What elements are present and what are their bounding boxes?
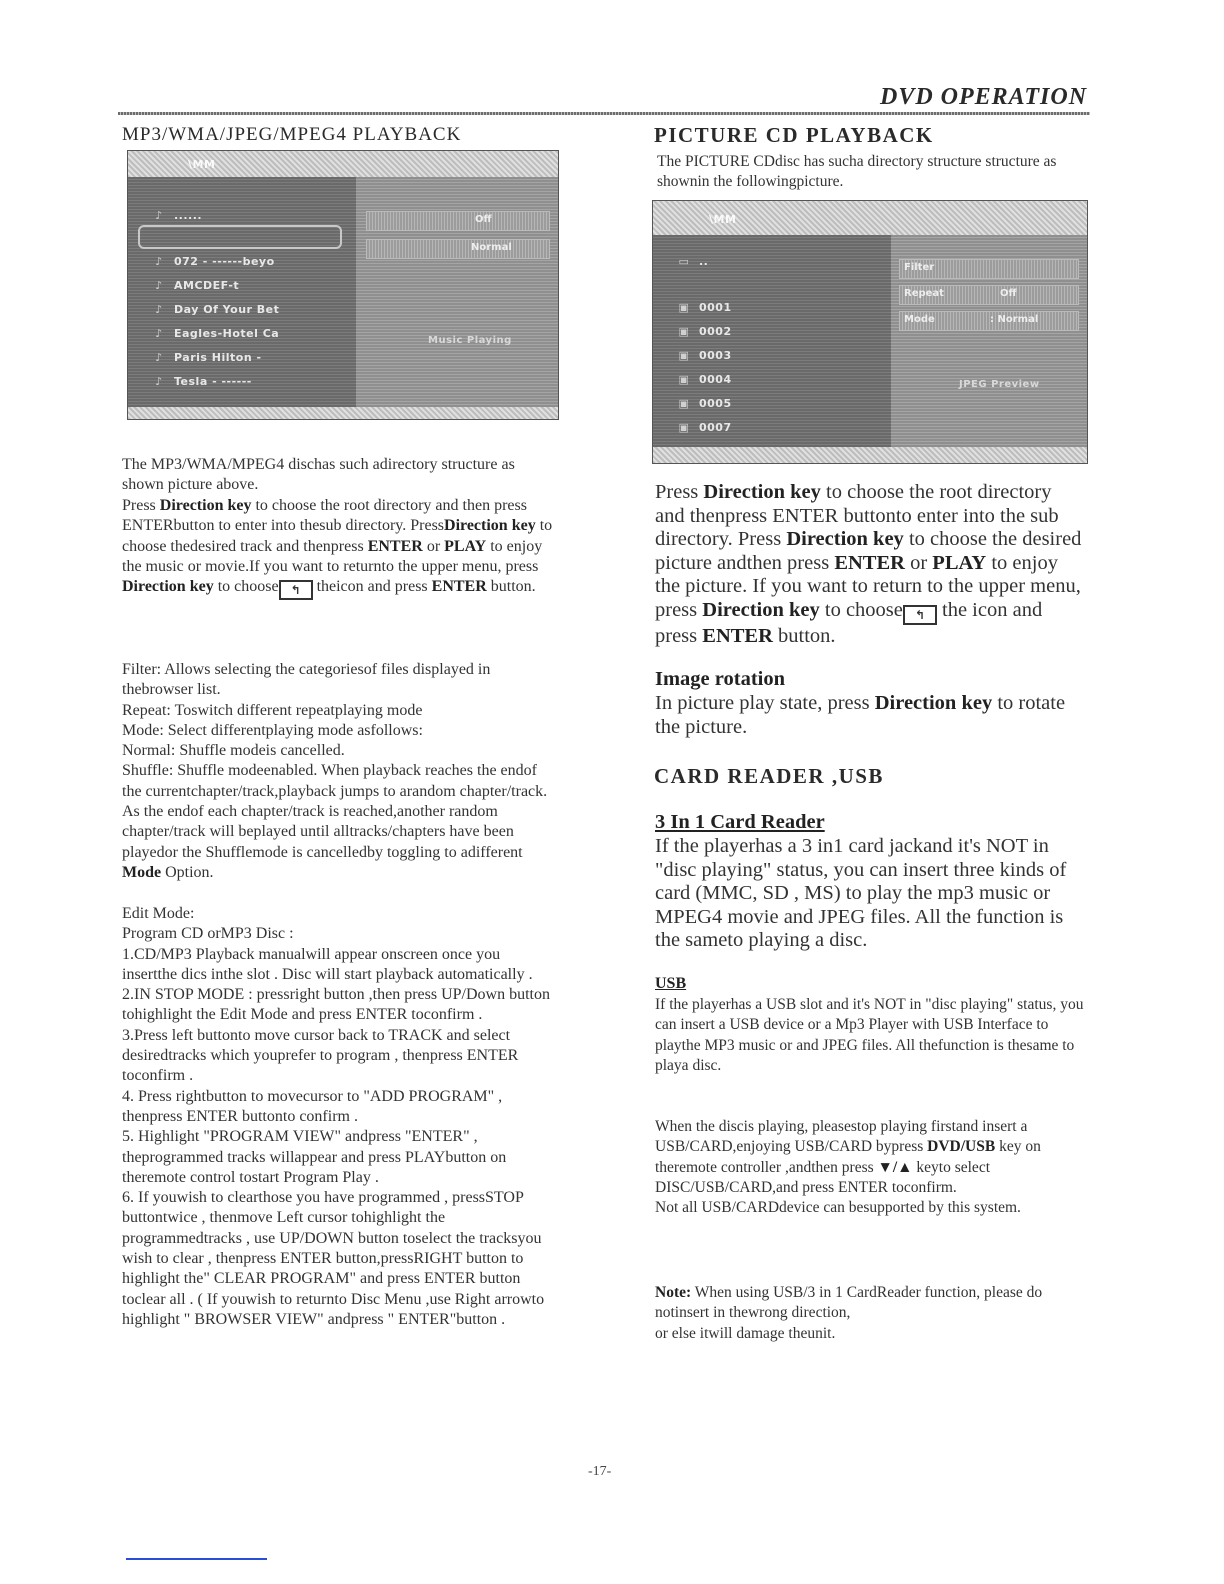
picture-instructions: Press Direction key to choose the root directory and thenpress ENTER buttonto enter into the sub directory. Press Direction key to choose the desired picture andthen press ENTER or PLAY to enjoy the picture. If you want to return to the upper menu, press Direction key to choose ↰ the icon and press ENTER button. <box>655 481 1082 647</box>
list-item[interactable]: ♪ ...... <box>152 209 202 222</box>
folder-icon: ♪ <box>155 209 163 222</box>
music-icon: ♪ <box>155 327 163 340</box>
usb-text: If the playerhas a USB slot and it's NOT in "disc playing" status, you can insert a USB device or a Mp3 Player with USB Interface to playthe MP3 music or and JPEG files. All thefunction is thesame to playa disc. <box>655 996 1084 1074</box>
list-item[interactable]: ♪ Eagles-Hotel Ca <box>152 327 279 340</box>
footer-line <box>126 1558 267 1560</box>
mp3-intro: The MP3/WMA/MPEG4 dischas such adirectory structure as shown picture above. <box>122 456 515 494</box>
list-item[interactable]: ♪ AMCDEF-t <box>152 279 239 292</box>
screen-path: \MM <box>188 158 216 171</box>
repeat-option[interactable]: Repeat Off <box>899 285 1079 305</box>
list-item[interactable]: ▣ 0005 <box>678 397 732 410</box>
image-rotation-text: In picture play state, press Direction key to rotate the picture. <box>655 692 1066 738</box>
picture-cd-title: PICTURE CD PLAYBACK <box>654 123 934 147</box>
card-reader-text: If the playerhas a 3 in1 card jackand it's NOT in "disc playing" status, you can insert three kinds of card (MMC, SD , MS) to play the mp3 music or MPEG4 movie and JPEG files. All the function is the sameto playing a disc. <box>655 835 1067 951</box>
return-up-icon: ↰ <box>279 580 313 600</box>
folder-icon: ▭ <box>678 255 690 268</box>
list-item[interactable]: ▭ .. <box>678 255 709 268</box>
card-reader-title: CARD READER ,USB <box>654 764 884 788</box>
list-item[interactable]: ♪ Day Of Your Bet <box>152 303 279 316</box>
mode-option[interactable]: Normal <box>366 239 550 259</box>
music-icon: ♪ <box>155 279 163 292</box>
list-item[interactable]: ♪ 072 - ------beyo <box>152 255 275 268</box>
music-icon: ♪ <box>155 303 163 316</box>
mp3-browser-screenshot <box>127 150 559 420</box>
list-item[interactable]: ▣ 0004 <box>678 373 732 386</box>
picture-cd-intro: The PICTURE CDdisc has sucha directory structure structure as shownin the followingpicture. <box>657 153 1057 191</box>
playback-status: Music Playing <box>428 335 512 346</box>
list-item[interactable]: ▣ 0002 <box>678 325 732 338</box>
down-up-arrows-icon: ▼/▲ <box>877 1158 913 1176</box>
page-number: -17- <box>588 1464 612 1479</box>
screen-bottom-bar <box>128 407 558 419</box>
mp3-instructions: Press Direction key to choose the root directory and then press ENTERbutton to enter into thesub directory. PressDirection key to choose thedesired track and thenpress ENTER or PLAY to enjoy the music or movie.If you want to returnto the upper menu, press Direction key to choose ↰ theicon and press ENTER button. <box>122 496 557 600</box>
image-icon: ▣ <box>678 421 690 434</box>
mp3-playback-title: MP3/WMA/JPEG/MPEG4 PLAYBACK <box>122 124 462 145</box>
return-up-icon: ↰ <box>903 605 937 625</box>
list-item[interactable]: ▣ 0007 <box>678 421 732 434</box>
list-item[interactable]: ♪ Paris Hilton - <box>152 351 262 364</box>
list-item[interactable]: ▣ 0001 <box>678 301 732 314</box>
list-item[interactable]: ▣ 0003 <box>678 349 732 362</box>
list-item[interactable]: ♪ Tesla - ------ <box>152 375 252 388</box>
note-text: Note: When using USB/3 in 1 CardReader function, please do notinsert in thewrong direction, or else itwill damage theunit. <box>655 1284 1043 1342</box>
music-icon: ♪ <box>155 375 163 388</box>
usb-switch-text: When the discis playing, pleasestop playing firstand insert a USB/CARD,enjoying USB/CARD bypress DVD/USB key on theremote controller ,andthen press ▼/▲ keyto select DISC/USB/CARD,and press ENTER toconfirm. Not all USB/CARDdevice can besupported by this system. <box>655 1118 1041 1217</box>
screen-bottom-bar <box>653 447 1087 463</box>
header-rule <box>118 112 1090 115</box>
repeat-option[interactable]: Off <box>366 211 550 231</box>
edit-mode-instructions: Edit Mode: Program CD orMP3 Disc : 1.CD/MP3 Playback manualwill appear onscreen once you insertthe dics inthe slot . Disc will start playback automatically . 2.IN STOP MODE : pressright button ,then press UP/Down button tohighlight the Edit Mode and press ENTER toconfirm . 3.Press left buttonto move cursor back to TRACK and select desiredtracks which youprefer to program , thenpress ENTER toconfirm . 4. Press rightbutton to movecursor to "ADD PROGRAM" , thenpress ENTER buttonto confirm . 5. Highlight "PROGRAM VIEW" andpress "ENTER" , theprogrammed tracks willappear and press PLAYbutton on theremote control tostart Program Play . 6. If youwish to clearthose you have programmed , pressSTOP buttontwice , thenmove Left cursor tohighlight the programmedtracks , use UP/DOWN button toselect the tracksyou wish to clear , thenpress ENTER button,pressRIGHT button to highlight the" CLEAR PROGRAM" and press ENTER button toclear all . ( If youwish to returnto Disc Menu ,use Right arrowto highlight " BROWSER VIEW" andpress " ENTER"button . <box>122 905 550 1328</box>
image-rotation-title: Image rotation <box>655 668 786 690</box>
section-header: DVD OPERATION <box>880 84 1088 110</box>
usb-title: USB <box>655 975 687 992</box>
image-icon: ▣ <box>678 349 690 362</box>
music-icon: ♪ <box>155 255 163 268</box>
screen-path: \MM <box>709 213 737 226</box>
music-icon: ♪ <box>155 351 163 364</box>
image-icon: ▣ <box>678 397 690 410</box>
preview-status: JPEG Preview <box>959 379 1040 390</box>
image-icon: ▣ <box>678 373 690 386</box>
image-icon: ▣ <box>678 301 690 314</box>
card-reader-subtitle: 3 In 1 Card Reader <box>655 811 825 833</box>
picture-browser-screenshot <box>652 200 1088 464</box>
filter-option[interactable]: Filter <box>899 259 1079 279</box>
mp3-option-descriptions: Filter: Allows selecting the categoriesof files displayed in thebrowser list. Repeat: Toswitch different repeatplaying mode Mode: Select differentplaying mode asfollows: Normal: Shuffle modeis cancelled. Shuffle: Shuffle modeenabled. When playback reaches the endof the currentchapter/track,playback jumps to arandom chapter/track. As the endof each chapter/track is reached,another random chapter/track will beplayed until alltracks/chapters have been playedor the Shufflemode is cancelledby toggling to adifferent Mode Option. <box>122 661 548 881</box>
mode-option[interactable]: Mode : Normal <box>899 311 1079 331</box>
image-icon: ▣ <box>678 325 690 338</box>
selection-highlight <box>138 225 342 249</box>
